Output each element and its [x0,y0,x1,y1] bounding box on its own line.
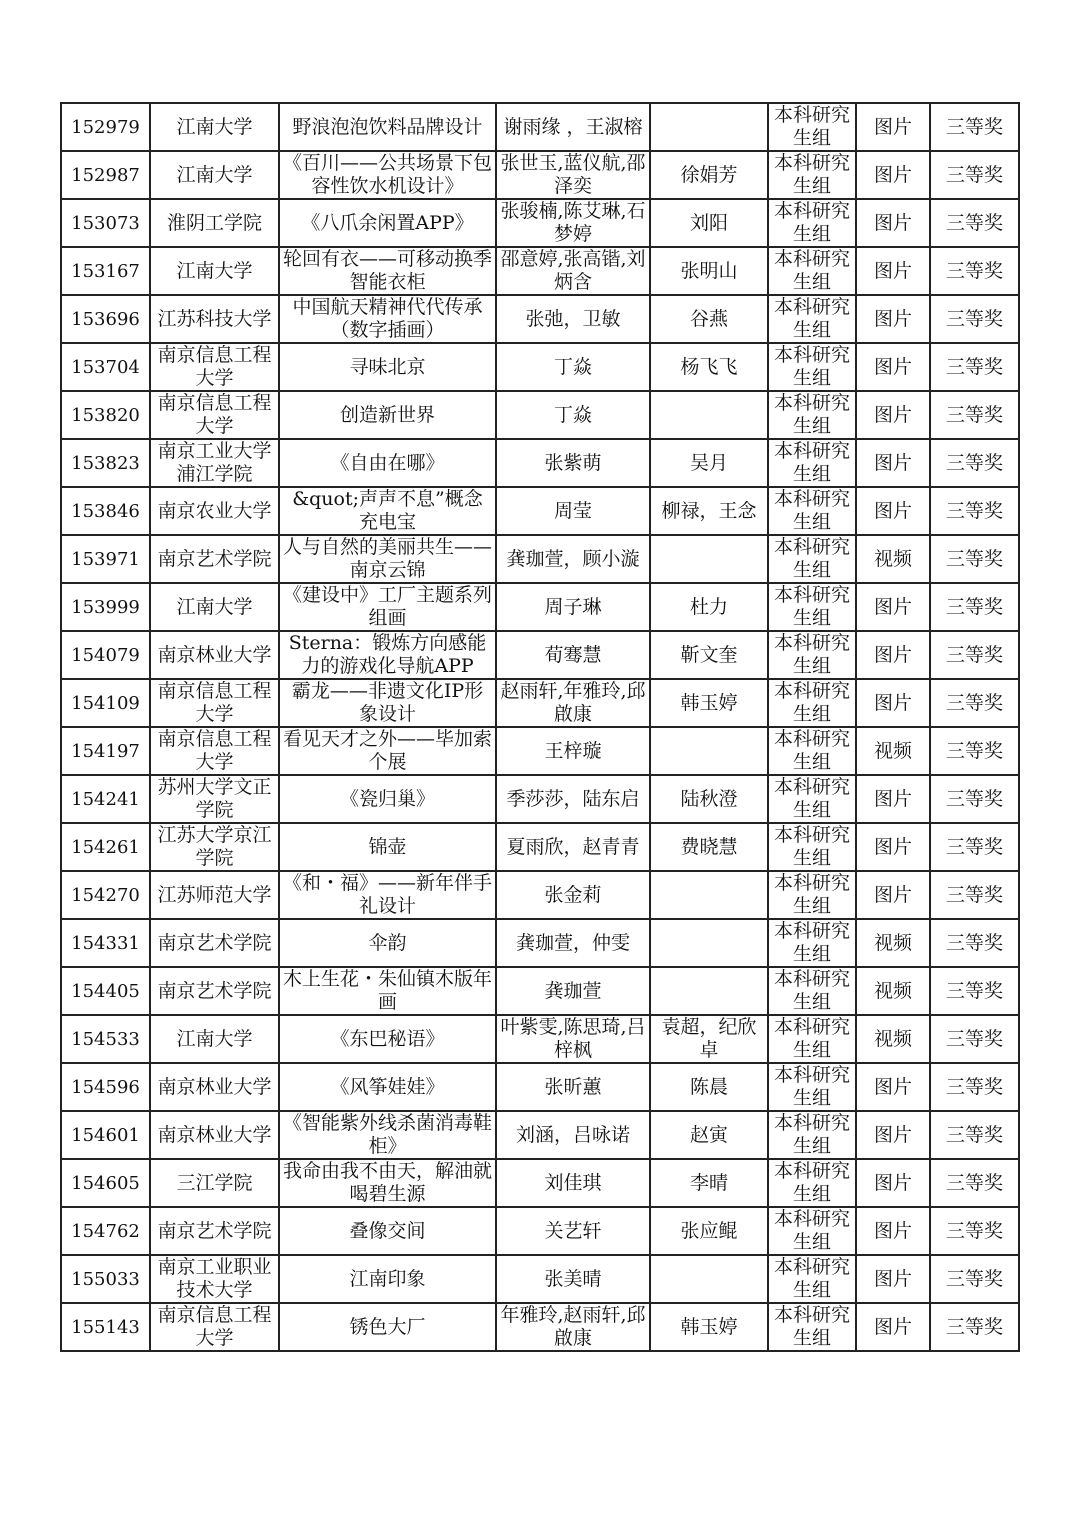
award-cell: 三等奖 [930,1303,1019,1351]
school-cell: 南京林业大学 [150,631,279,679]
authors-cell: 邵意婷,张高锴,刘炳含 [496,247,650,295]
authors-cell: 刘涵，吕咏诺 [496,1111,650,1159]
category-cell: 图片 [856,247,930,295]
work-title-cell: 寻味北京 [279,343,496,391]
school-cell: 南京艺术学院 [150,967,279,1015]
work-title-cell: &quot;声声不息”概念充电宝 [279,487,496,535]
authors-cell: 龚珈萱，仲雯 [496,919,650,967]
advisor-cell: 费晓慧 [650,823,768,871]
group-cell: 本科研究生组 [768,439,856,487]
award-table [60,102,1020,1352]
category-cell: 图片 [856,1111,930,1159]
advisor-cell: 吴月 [650,439,768,487]
work-title-cell: 野浪泡泡饮料品牌设计 [279,103,496,151]
group-cell: 本科研究生组 [768,151,856,199]
work-title-cell: 《风筝娃娃》 [279,1063,496,1111]
group-cell: 本科研究生组 [768,487,856,535]
advisor-cell: 刘阳 [650,199,768,247]
award-cell: 三等奖 [930,1063,1019,1111]
award-cell: 三等奖 [930,967,1019,1015]
work-title-cell: 我命由我不由天，解油就喝碧生源 [279,1159,496,1207]
category-cell: 图片 [856,1207,930,1255]
entry-id-cell: 153999 [61,583,150,631]
entry-id-cell: 153846 [61,487,150,535]
category-cell: 图片 [856,439,930,487]
school-cell: 江南大学 [150,151,279,199]
category-cell: 图片 [856,103,930,151]
group-cell: 本科研究生组 [768,343,856,391]
award-cell: 三等奖 [930,823,1019,871]
award-cell: 三等奖 [930,1255,1019,1303]
school-cell: 南京农业大学 [150,487,279,535]
school-cell: 江苏师范大学 [150,871,279,919]
entry-id-cell: 155033 [61,1255,150,1303]
school-cell: 淮阴工学院 [150,199,279,247]
category-cell: 图片 [856,295,930,343]
award-cell: 三等奖 [930,919,1019,967]
school-cell: 江南大学 [150,1015,279,1063]
advisor-cell: 赵寅 [650,1111,768,1159]
work-title-cell: 《自由在哪》 [279,439,496,487]
work-title-cell: 锦壶 [279,823,496,871]
table-row [61,727,1019,775]
advisor-cell: 谷燕 [650,295,768,343]
award-cell: 三等奖 [930,775,1019,823]
group-cell: 本科研究生组 [768,103,856,151]
table-row [61,103,1019,151]
work-title-cell: Sterna：锻炼方向感能力的游戏化导航APP [279,631,496,679]
entry-id-cell: 154405 [61,967,150,1015]
entry-id-cell: 153167 [61,247,150,295]
advisor-cell: 陈晨 [650,1063,768,1111]
entry-id-cell: 153696 [61,295,150,343]
entry-id-cell: 154605 [61,1159,150,1207]
work-title-cell: 轮回有衣——可移动换季智能衣柜 [279,247,496,295]
advisor-cell: 韩玉婷 [650,679,768,727]
table-row [61,679,1019,727]
school-cell: 南京工业职业技术大学 [150,1255,279,1303]
authors-cell: 季莎莎，陆东启 [496,775,650,823]
group-cell: 本科研究生组 [768,535,856,583]
table-row [61,1207,1019,1255]
group-cell: 本科研究生组 [768,391,856,439]
school-cell: 江苏大学京江学院 [150,823,279,871]
table-row [61,1063,1019,1111]
award-cell: 三等奖 [930,1111,1019,1159]
entry-id-cell: 154762 [61,1207,150,1255]
group-cell: 本科研究生组 [768,1255,856,1303]
group-cell: 本科研究生组 [768,1159,856,1207]
category-cell: 图片 [856,199,930,247]
school-cell: 南京信息工程大学 [150,727,279,775]
advisor-cell: 袁超，纪欣卓 [650,1015,768,1063]
work-title-cell: 中国航天精神代代传承（数字插画） [279,295,496,343]
table-row [61,871,1019,919]
advisor-cell: 张应鲲 [650,1207,768,1255]
work-title-cell: 伞韵 [279,919,496,967]
entry-id-cell: 153971 [61,535,150,583]
entry-id-cell: 154261 [61,823,150,871]
group-cell: 本科研究生组 [768,631,856,679]
category-cell: 图片 [856,343,930,391]
entry-id-cell: 155143 [61,1303,150,1351]
authors-cell: 张紫萌 [496,439,650,487]
category-cell: 图片 [856,1303,930,1351]
award-cell: 三等奖 [930,103,1019,151]
work-title-cell: 《八爪余闲置APP》 [279,199,496,247]
award-cell: 三等奖 [930,1207,1019,1255]
table-row [61,1111,1019,1159]
authors-cell: 谢雨缘 ，王淑榕 [496,103,650,151]
table-row [61,391,1019,439]
school-cell: 南京工业大学浦江学院 [150,439,279,487]
category-cell: 图片 [856,487,930,535]
table-row [61,151,1019,199]
entry-id-cell: 154533 [61,1015,150,1063]
advisor-cell: 李晴 [650,1159,768,1207]
group-cell: 本科研究生组 [768,1015,856,1063]
category-cell: 视频 [856,535,930,583]
advisor-cell: 张明山 [650,247,768,295]
group-cell: 本科研究生组 [768,823,856,871]
school-cell: 南京信息工程大学 [150,391,279,439]
category-cell: 图片 [856,391,930,439]
category-cell: 视频 [856,1015,930,1063]
award-cell: 三等奖 [930,343,1019,391]
authors-cell: 年雅玲,赵雨轩,邱啟康 [496,1303,650,1351]
entry-id-cell: 152979 [61,103,150,151]
entry-id-cell: 154109 [61,679,150,727]
school-cell: 三江学院 [150,1159,279,1207]
group-cell: 本科研究生组 [768,1111,856,1159]
award-cell: 三等奖 [930,535,1019,583]
group-cell: 本科研究生组 [768,1063,856,1111]
work-title-cell: 人与自然的美丽共生——南京云锦 [279,535,496,583]
authors-cell: 赵雨轩,年雅玲,邱啟康 [496,679,650,727]
category-cell: 视频 [856,727,930,775]
school-cell: 江南大学 [150,103,279,151]
work-title-cell: 《智能紫外线杀菌消毒鞋柜》 [279,1111,496,1159]
table-row [61,1303,1019,1351]
work-title-cell: 《东巴秘语》 [279,1015,496,1063]
advisor-cell [650,103,768,151]
work-title-cell: 《和・福》——新年伴手礼设计 [279,871,496,919]
authors-cell: 张金莉 [496,871,650,919]
school-cell: 南京艺术学院 [150,919,279,967]
entry-id-cell: 152987 [61,151,150,199]
entry-id-cell: 154601 [61,1111,150,1159]
table-row [61,919,1019,967]
authors-cell: 周莹 [496,487,650,535]
work-title-cell: 木上生花・朱仙镇木版年画 [279,967,496,1015]
award-cell: 三等奖 [930,1015,1019,1063]
authors-cell: 张昕蕙 [496,1063,650,1111]
group-cell: 本科研究生组 [768,679,856,727]
award-cell: 三等奖 [930,487,1019,535]
table-row [61,583,1019,631]
entry-id-cell: 154270 [61,871,150,919]
authors-cell: 关艺轩 [496,1207,650,1255]
category-cell: 图片 [856,871,930,919]
advisor-cell [650,967,768,1015]
school-cell: 南京艺术学院 [150,535,279,583]
work-title-cell: 《瓷归巢》 [279,775,496,823]
award-cell: 三等奖 [930,583,1019,631]
authors-cell: 龚珈萱 [496,967,650,1015]
authors-cell: 王梓璇 [496,727,650,775]
school-cell: 南京信息工程大学 [150,343,279,391]
work-title-cell: 霸龙——非遗文化IP形象设计 [279,679,496,727]
work-title-cell: 叠像交间 [279,1207,496,1255]
authors-cell: 周子琳 [496,583,650,631]
entry-id-cell: 154241 [61,775,150,823]
entry-id-cell: 154596 [61,1063,150,1111]
table-row [61,199,1019,247]
school-cell: 南京信息工程大学 [150,1303,279,1351]
table-row [61,823,1019,871]
advisor-cell: 杨飞飞 [650,343,768,391]
category-cell: 图片 [856,1255,930,1303]
category-cell: 图片 [856,631,930,679]
category-cell: 图片 [856,775,930,823]
group-cell: 本科研究生组 [768,727,856,775]
group-cell: 本科研究生组 [768,295,856,343]
authors-cell: 张骏楠,陈艾琳,石梦婷 [496,199,650,247]
award-cell: 三等奖 [930,1159,1019,1207]
group-cell: 本科研究生组 [768,199,856,247]
category-cell: 图片 [856,151,930,199]
authors-cell: 夏雨欣，赵青青 [496,823,650,871]
work-title-cell: 创造新世界 [279,391,496,439]
award-cell: 三等奖 [930,727,1019,775]
authors-cell: 张世玉,蓝仪航,邵泽奕 [496,151,650,199]
advisor-cell: 柳禄，王念 [650,487,768,535]
authors-cell: 刘佳琪 [496,1159,650,1207]
award-cell: 三等奖 [930,679,1019,727]
award-cell: 三等奖 [930,151,1019,199]
advisor-cell: 徐娟芳 [650,151,768,199]
entry-id-cell: 153704 [61,343,150,391]
table-row [61,247,1019,295]
group-cell: 本科研究生组 [768,967,856,1015]
group-cell: 本科研究生组 [768,1303,856,1351]
category-cell: 图片 [856,583,930,631]
school-cell: 江苏科技大学 [150,295,279,343]
advisor-cell: 杜力 [650,583,768,631]
entry-id-cell: 154197 [61,727,150,775]
school-cell: 南京艺术学院 [150,1207,279,1255]
entry-id-cell: 154079 [61,631,150,679]
advisor-cell: 韩玉婷 [650,1303,768,1351]
award-cell: 三等奖 [930,391,1019,439]
award-cell: 三等奖 [930,199,1019,247]
work-title-cell: 《建设中》工厂主题系列组画 [279,583,496,631]
group-cell: 本科研究生组 [768,583,856,631]
category-cell: 图片 [856,823,930,871]
award-cell: 三等奖 [930,439,1019,487]
award-cell: 三等奖 [930,871,1019,919]
table-row [61,295,1019,343]
category-cell: 图片 [856,1063,930,1111]
school-cell: 南京林业大学 [150,1063,279,1111]
group-cell: 本科研究生组 [768,919,856,967]
school-cell: 江南大学 [150,247,279,295]
table-row [61,439,1019,487]
work-title-cell: 锈色大厂 [279,1303,496,1351]
table-body [61,103,1019,1351]
school-cell: 苏州大学文正学院 [150,775,279,823]
work-title-cell: 江南印象 [279,1255,496,1303]
category-cell: 视频 [856,919,930,967]
table-row [61,343,1019,391]
award-cell: 三等奖 [930,247,1019,295]
authors-cell: 丁焱 [496,343,650,391]
group-cell: 本科研究生组 [768,775,856,823]
category-cell: 视频 [856,967,930,1015]
table-row [61,1015,1019,1063]
advisor-cell [650,727,768,775]
advisor-cell [650,535,768,583]
work-title-cell: 《百川——公共场景下包容性饮水机设计》 [279,151,496,199]
advisor-cell: 陆秋澄 [650,775,768,823]
category-cell: 图片 [856,679,930,727]
group-cell: 本科研究生组 [768,1207,856,1255]
table-row [61,487,1019,535]
award-cell: 三等奖 [930,295,1019,343]
group-cell: 本科研究生组 [768,871,856,919]
category-cell: 图片 [856,1159,930,1207]
advisor-cell: 靳文奎 [650,631,768,679]
authors-cell: 张美晴 [496,1255,650,1303]
table-row [61,775,1019,823]
authors-cell: 张弛，卫敏 [496,295,650,343]
advisor-cell [650,1255,768,1303]
award-cell: 三等奖 [930,631,1019,679]
table-row [61,631,1019,679]
advisor-cell [650,919,768,967]
advisor-cell [650,871,768,919]
advisor-cell [650,391,768,439]
entry-id-cell: 153823 [61,439,150,487]
table-row [61,1159,1019,1207]
entry-id-cell: 154331 [61,919,150,967]
entry-id-cell: 153073 [61,199,150,247]
group-cell: 本科研究生组 [768,247,856,295]
authors-cell: 丁焱 [496,391,650,439]
table-row [61,535,1019,583]
authors-cell: 龚珈萱，顾小漩 [496,535,650,583]
table-row [61,967,1019,1015]
work-title-cell: 看见天才之外——毕加索个展 [279,727,496,775]
entry-id-cell: 153820 [61,391,150,439]
authors-cell: 叶紫雯,陈思琦,吕梓枫 [496,1015,650,1063]
school-cell: 南京林业大学 [150,1111,279,1159]
table-row [61,1255,1019,1303]
school-cell: 江南大学 [150,583,279,631]
school-cell: 南京信息工程大学 [150,679,279,727]
authors-cell: 荀骞慧 [496,631,650,679]
